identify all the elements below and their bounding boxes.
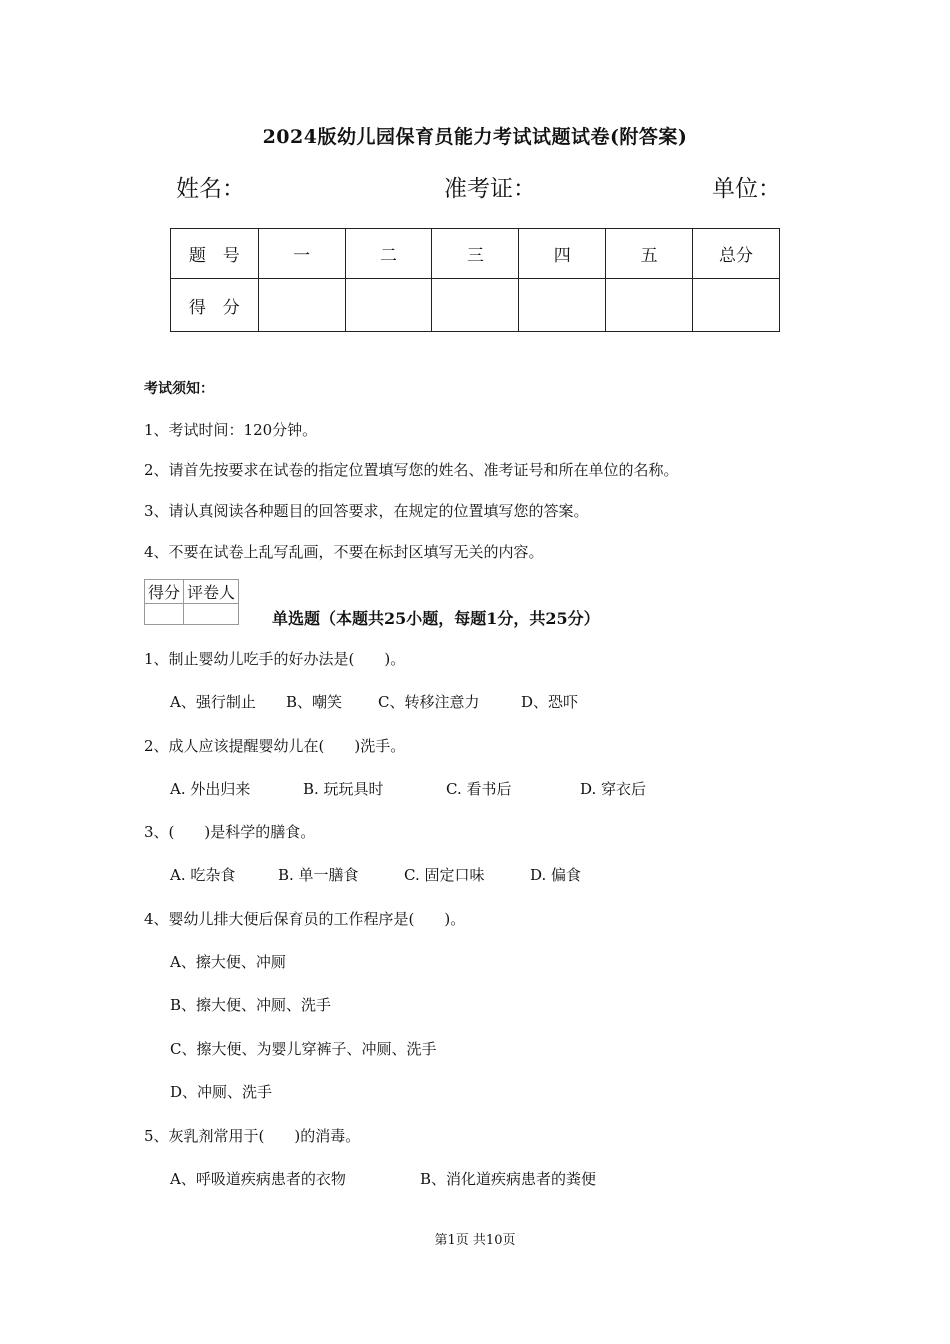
score-input-cell[interactable] — [432, 279, 519, 332]
score-table-cell: 五 — [606, 229, 693, 279]
option[interactable]: D. 穿衣后 — [580, 780, 647, 798]
score-table-cell: 一 — [258, 229, 345, 279]
notes-title: 考试须知： — [144, 381, 214, 397]
page-footer: 第1页 共10页 — [434, 1233, 516, 1248]
note-item: 3、请认真阅读各种题目的回答要求，在规定的位置填写您的答案。 — [144, 502, 589, 520]
score-table-cell: 二 — [345, 229, 432, 279]
note-item: 1、考试时间：120分钟。 — [144, 421, 318, 439]
question-text: 5、灰乳剂常用于( )的消毒。 — [144, 1127, 361, 1145]
question-text: 4、婴幼儿排大便后保育员的工作程序是( )。 — [144, 910, 466, 928]
score-row-label: 得 分 — [171, 279, 259, 332]
option[interactable]: A、擦大便、冲厕 — [170, 953, 286, 971]
option[interactable]: A. 吃杂食 — [170, 866, 236, 884]
option[interactable]: C. 固定口味 — [404, 866, 485, 884]
exam-number-field-label: 准考证： — [444, 176, 536, 202]
option[interactable]: A、呼吸道疾病患者的衣物 — [170, 1170, 346, 1188]
score-table-cell: 总分 — [693, 229, 780, 279]
score-input-cell[interactable] — [693, 279, 780, 332]
note-item: 2、请首先按要求在试卷的指定位置填写您的姓名、准考证号和所在单位的名称。 — [144, 461, 679, 479]
question-text: 3、( )是科学的膳食。 — [144, 823, 316, 841]
unit-field-label: 单位： — [712, 176, 781, 202]
name-field-label: 姓名： — [176, 176, 245, 202]
score-table-cell: 题 号 — [171, 229, 259, 279]
score-table — [170, 228, 780, 332]
option[interactable]: A. 外出归来 — [170, 780, 251, 798]
score-input-cell[interactable] — [519, 279, 606, 332]
score-input-cell[interactable] — [258, 279, 345, 332]
grader-score-label: 得分 — [145, 580, 184, 604]
option[interactable]: D. 偏食 — [530, 866, 582, 884]
section-title: 单选题（本题共25小题，每题1分，共25分） — [272, 609, 600, 628]
score-input-cell[interactable] — [606, 279, 693, 332]
question-text: 2、成人应该提醒婴幼儿在( )洗手。 — [144, 737, 406, 755]
score-table-cell: 三 — [432, 229, 519, 279]
score-input-cell[interactable] — [345, 279, 432, 332]
option[interactable]: B. 单一膳食 — [278, 866, 359, 884]
score-table-header-row — [171, 229, 780, 279]
note-item: 4、不要在试卷上乱写乱画，不要在标封区填写无关的内容。 — [144, 543, 544, 561]
option[interactable]: B、擦大便、冲厕、洗手 — [170, 996, 332, 1014]
candidate-fields — [176, 170, 786, 204]
option[interactable]: C、转移注意力 — [378, 693, 480, 711]
score-table-score-row — [171, 279, 780, 332]
grader-reviewer-label: 评卷人 — [184, 580, 239, 604]
page-title: 2024版幼儿园保育员能力考试试题试卷(附答案) — [262, 126, 688, 148]
grader-score-cell[interactable] — [145, 604, 184, 625]
grader-reviewer-cell[interactable] — [184, 604, 239, 625]
option[interactable]: C. 看书后 — [446, 780, 512, 798]
option[interactable]: D、冲厕、洗手 — [170, 1083, 273, 1101]
score-table-cell: 四 — [519, 229, 606, 279]
option[interactable]: B. 玩玩具时 — [303, 780, 384, 798]
option[interactable]: C、擦大便、为婴儿穿裤子、冲厕、洗手 — [170, 1040, 437, 1058]
question-text: 1、制止婴幼儿吃手的好办法是( )。 — [144, 650, 406, 668]
option[interactable]: D、恐吓 — [521, 693, 579, 711]
grader-box — [144, 579, 239, 625]
option[interactable]: B、嘲笑 — [286, 693, 343, 711]
option[interactable]: B、消化道疾病患者的粪便 — [420, 1170, 597, 1188]
option[interactable]: A、强行制止 — [170, 693, 256, 711]
